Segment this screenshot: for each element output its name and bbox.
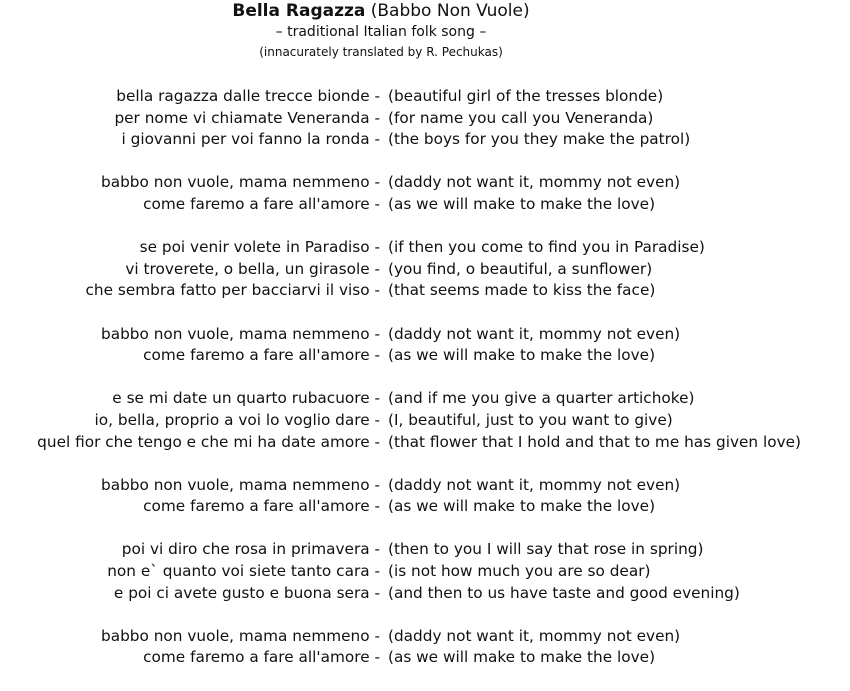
italian-lyric: quel fior che tengo e che mi ha date amore - — [37, 432, 380, 451]
stanza — [0, 539, 850, 604]
stanza — [0, 86, 850, 151]
song-title-subtitle: (Babbo Non Vuole) — [365, 1, 530, 21]
italian-lyric: babbo non vuole, mama nemmeno - — [101, 324, 380, 343]
stanza — [0, 475, 850, 518]
english-translation: (the boys for you they make the patrol) — [388, 130, 691, 149]
english-translation: (daddy not want it, mommy not even) — [388, 324, 681, 343]
italian-lyric: poi vi diro che rosa in primavera - — [121, 540, 380, 559]
english-translation: (then to you I will say that rose in spring) — [388, 540, 704, 559]
italian-lyric: bella ragazza dalle trecce bionde - — [116, 87, 380, 105]
lyrics-body — [0, 86, 850, 691]
english-translation: (beautiful girl of the tresses blonde) — [388, 87, 664, 105]
lyric-line — [0, 129, 850, 151]
lyric-line — [0, 280, 850, 302]
italian-lyric: babbo non vuole, mama nemmeno - — [101, 475, 380, 494]
lyric-line — [0, 626, 850, 648]
english-translation: (daddy not want it, mommy not even) — [388, 475, 681, 494]
italian-lyric: i giovanni per voi fanno la ronda - — [121, 130, 380, 149]
lyric-line — [0, 388, 850, 410]
english-translation: (you find, o beautiful, a sunflower) — [388, 259, 653, 278]
italian-lyric: babbo non vuole, mama nemmeno - — [101, 173, 380, 192]
stanza — [0, 237, 850, 302]
english-translation: (and if me you give a quarter artichoke) — [388, 389, 695, 408]
stanza — [0, 626, 850, 669]
lyric-line — [0, 539, 850, 561]
english-translation: (for name you call you Veneranda) — [388, 108, 654, 127]
english-translation: (is not how much you are so dear) — [388, 562, 651, 581]
stanza — [0, 388, 850, 453]
lyric-line — [0, 237, 850, 259]
lyric-line — [0, 475, 850, 497]
lyric-line — [0, 345, 850, 367]
song-title-main: Bella Ragazza — [232, 1, 366, 21]
lyric-line — [0, 561, 850, 583]
english-translation: (that flower that I hold and that to me has given love) — [388, 432, 802, 451]
english-translation: (that seems made to kiss the face) — [388, 281, 656, 300]
english-translation: (daddy not want it, mommy not even) — [388, 626, 681, 645]
italian-lyric: babbo non vuole, mama nemmeno - — [101, 626, 380, 645]
lyric-line — [0, 172, 850, 194]
lyric-line — [0, 194, 850, 216]
lyric-line — [0, 324, 850, 346]
stanza — [0, 324, 850, 367]
english-translation: (I, beautiful, just to you want to give) — [388, 410, 673, 429]
italian-lyric: se poi venir volete in Paradiso - — [139, 238, 380, 257]
lyric-line — [0, 259, 850, 281]
english-translation: (if then you come to find you in Paradise) — [388, 238, 705, 257]
translation-credit: (innacurately translated by R. Pechukas) — [259, 45, 503, 59]
italian-lyric: io, bella, proprio a voi lo voglio dare - — [94, 410, 380, 429]
song-description: – traditional Italian folk song – — [275, 24, 487, 40]
lyric-line — [0, 108, 850, 130]
italian-lyric: vi troverete, o bella, un girasole - — [125, 259, 380, 278]
lyric-line — [0, 410, 850, 432]
english-translation: (as we will make to make the love) — [388, 497, 656, 516]
italian-lyric: come faremo a fare all'amore - — [143, 648, 380, 667]
english-translation: (as we will make to make the love) — [388, 194, 656, 213]
italian-lyric: e se mi date un quarto rubacuore - — [112, 389, 380, 408]
song-title — [0, 0, 762, 22]
english-translation: (daddy not want it, mommy not even) — [388, 173, 681, 192]
lyric-line — [0, 583, 850, 605]
italian-lyric: per nome vi chiamate Veneranda - — [114, 108, 380, 127]
lyric-line — [0, 496, 850, 518]
stanza — [0, 172, 850, 215]
italian-lyric: che sembra fatto per bacciarvi il viso - — [85, 281, 380, 300]
english-translation: (as we will make to make the love) — [388, 648, 656, 667]
lyric-line — [0, 86, 850, 108]
english-translation: (and then to us have taste and good evening) — [388, 583, 740, 602]
italian-lyric: non e` quanto voi siete tanto cara - — [107, 562, 380, 581]
italian-lyric: come faremo a fare all'amore - — [143, 497, 380, 516]
lyric-line — [0, 432, 850, 454]
english-translation: (as we will make to make the love) — [388, 346, 656, 365]
lyric-line — [0, 647, 850, 669]
italian-lyric: e poi ci avete gusto e buona sera - — [113, 583, 380, 602]
italian-lyric: come faremo a fare all'amore - — [143, 194, 380, 213]
italian-lyric: come faremo a fare all'amore - — [143, 346, 380, 365]
